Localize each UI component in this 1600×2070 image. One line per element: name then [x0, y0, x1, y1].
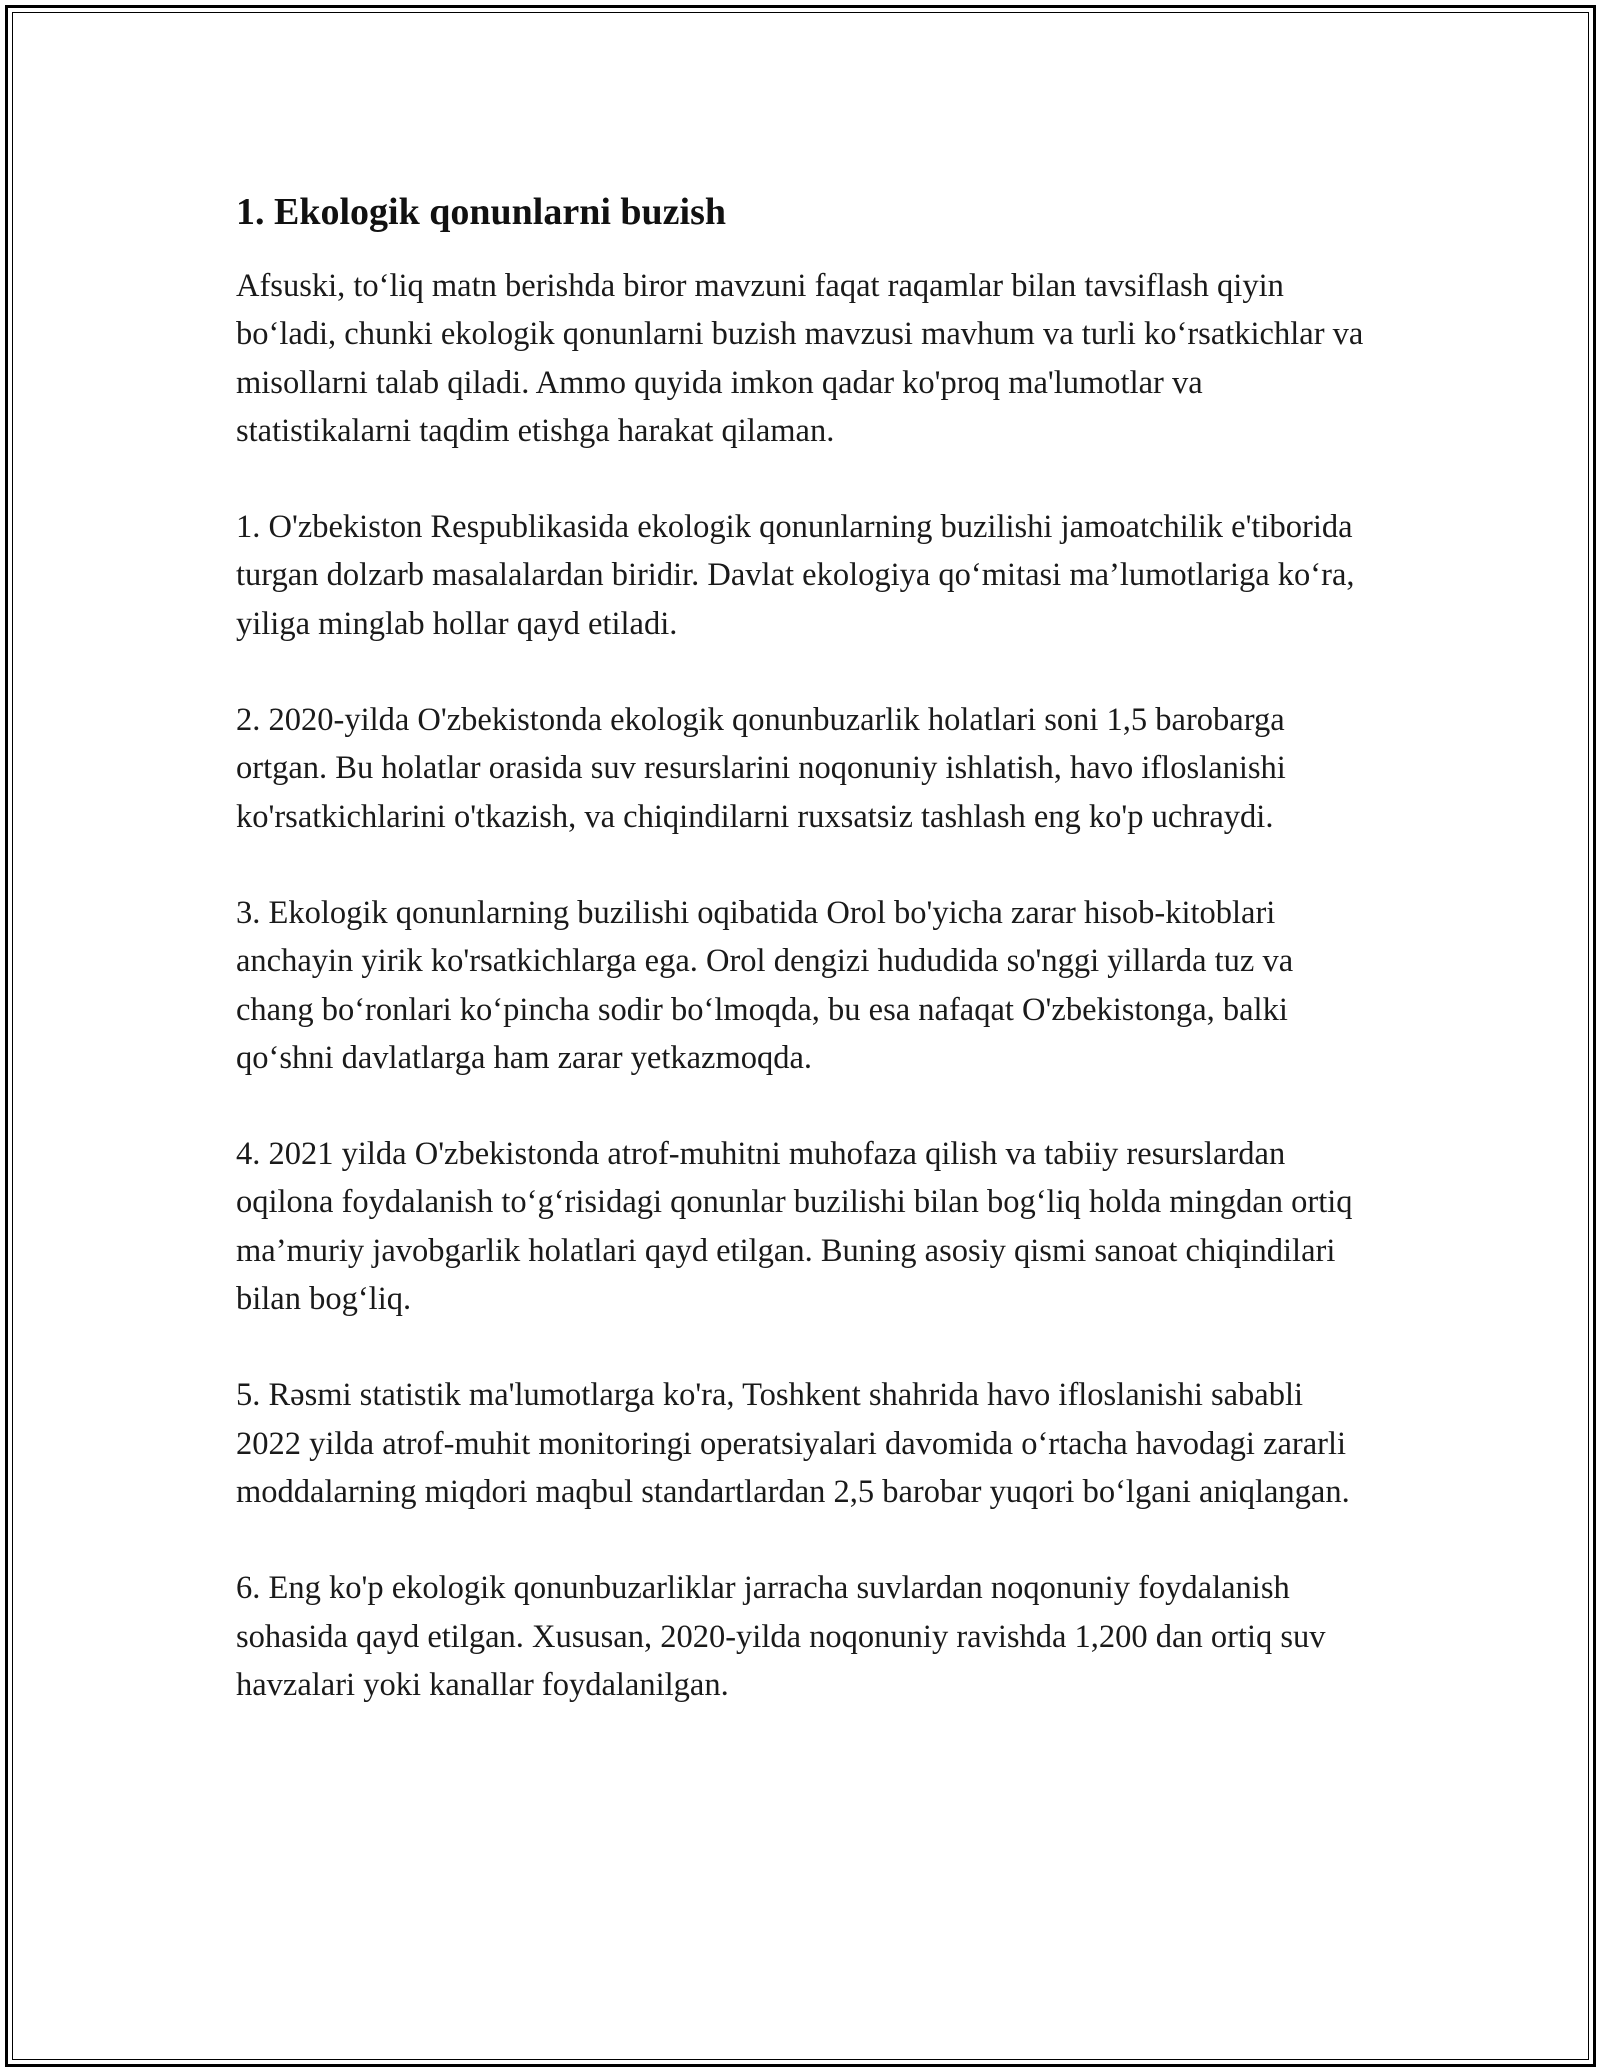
paragraph-intro: Afsuski, to‘liq matn berishda biror mavzuni faqat raqamlar bilan tavsiflash qiyin bo‘ladi, chunki ekologik qonunlarni buzish mavzusi mavhum va turli ko‘rsatkichlar va misollarni talab qiladi. Ammo quyida imkon qadar ko'proq ma'lumotlar va statistikalarni taqdim etishga harakat qilaman. — [236, 268, 1364, 449]
document-title: 1. Ekologik qonunlarni buzish — [236, 191, 726, 233]
paragraph-item-4: 4. 2021 yilda O'zbekistonda atrof-muhitni muhofaza qilish va tabiiy resurslardan oqilona foydalanish to‘g‘risidagi qonunlar buzilishi bilan bog‘liq holda mingdan ortiq ma’muriy javobgarlik holatlari qayd etilgan. Buning asosiy qismi sanoat chiqindilari bilan bog‘liq. — [236, 1136, 1353, 1318]
paragraph-item-1: 1. O'zbekiston Respublikasida ekologik qonunlarning buzilishi jamoatchilik e'tiborida turgan dolzarb masalalardan biridir. Davlat ekologiya qo‘mitasi ma’lumotlariga ko‘ra, yiliga minglab hollar qayd etiladi. — [236, 509, 1355, 642]
document-body — [236, 188, 1366, 1757]
paragraph-item-5: 5. Rəsmi statistik ma'lumotlarga ko'ra, Toshkent shahrida havo ifloslanishi sababli 2022 yilda atrof-muhit monitoringi operatsiyalari davomida o‘rtacha havodagi zararli moddalarning miqdori maqbul standartlardan 2,5 barobar yuqori bo‘lgani aniqlangan. — [236, 1377, 1350, 1510]
paragraph-item-2: 2. 2020-yilda O'zbekistonda ekologik qonunbuzarlik holatlari soni 1,5 barobarga ortgan. Bu holatlar orasida suv resurslarini noqonuniy ishlatish, havo ifloslanishi ko'rsatkichlarini o'tkazish, va chiqindilarni ruxsatsiz tashlash eng ko'p uchraydi. — [236, 702, 1286, 835]
paragraph-item-6: 6. Eng ko'p ekologik qonunbuzarliklar jarracha suvlardan noqonuniy foydalanish sohasida qayd etilgan. Xususan, 2020-yilda noqonuniy ravishda 1,200 dan ortiq suv havzalari yoki kanallar foydalanilgan. — [236, 1570, 1326, 1703]
paragraph-item-3: 3. Ekologik qonunlarning buzilishi oqibatida Orol bo'yicha zarar hisob-kitoblari anchayin yirik ko'rsatkichlarga ega. Orol dengizi hududida so'nggi yillarda tuz va chang bo‘ronlari ko‘pincha sodir bo‘lmoqda, bu esa nafaqat O'zbekistonga, balki qo‘shni davlatlarga ham zarar yetkazmoqda. — [236, 894, 1294, 1076]
